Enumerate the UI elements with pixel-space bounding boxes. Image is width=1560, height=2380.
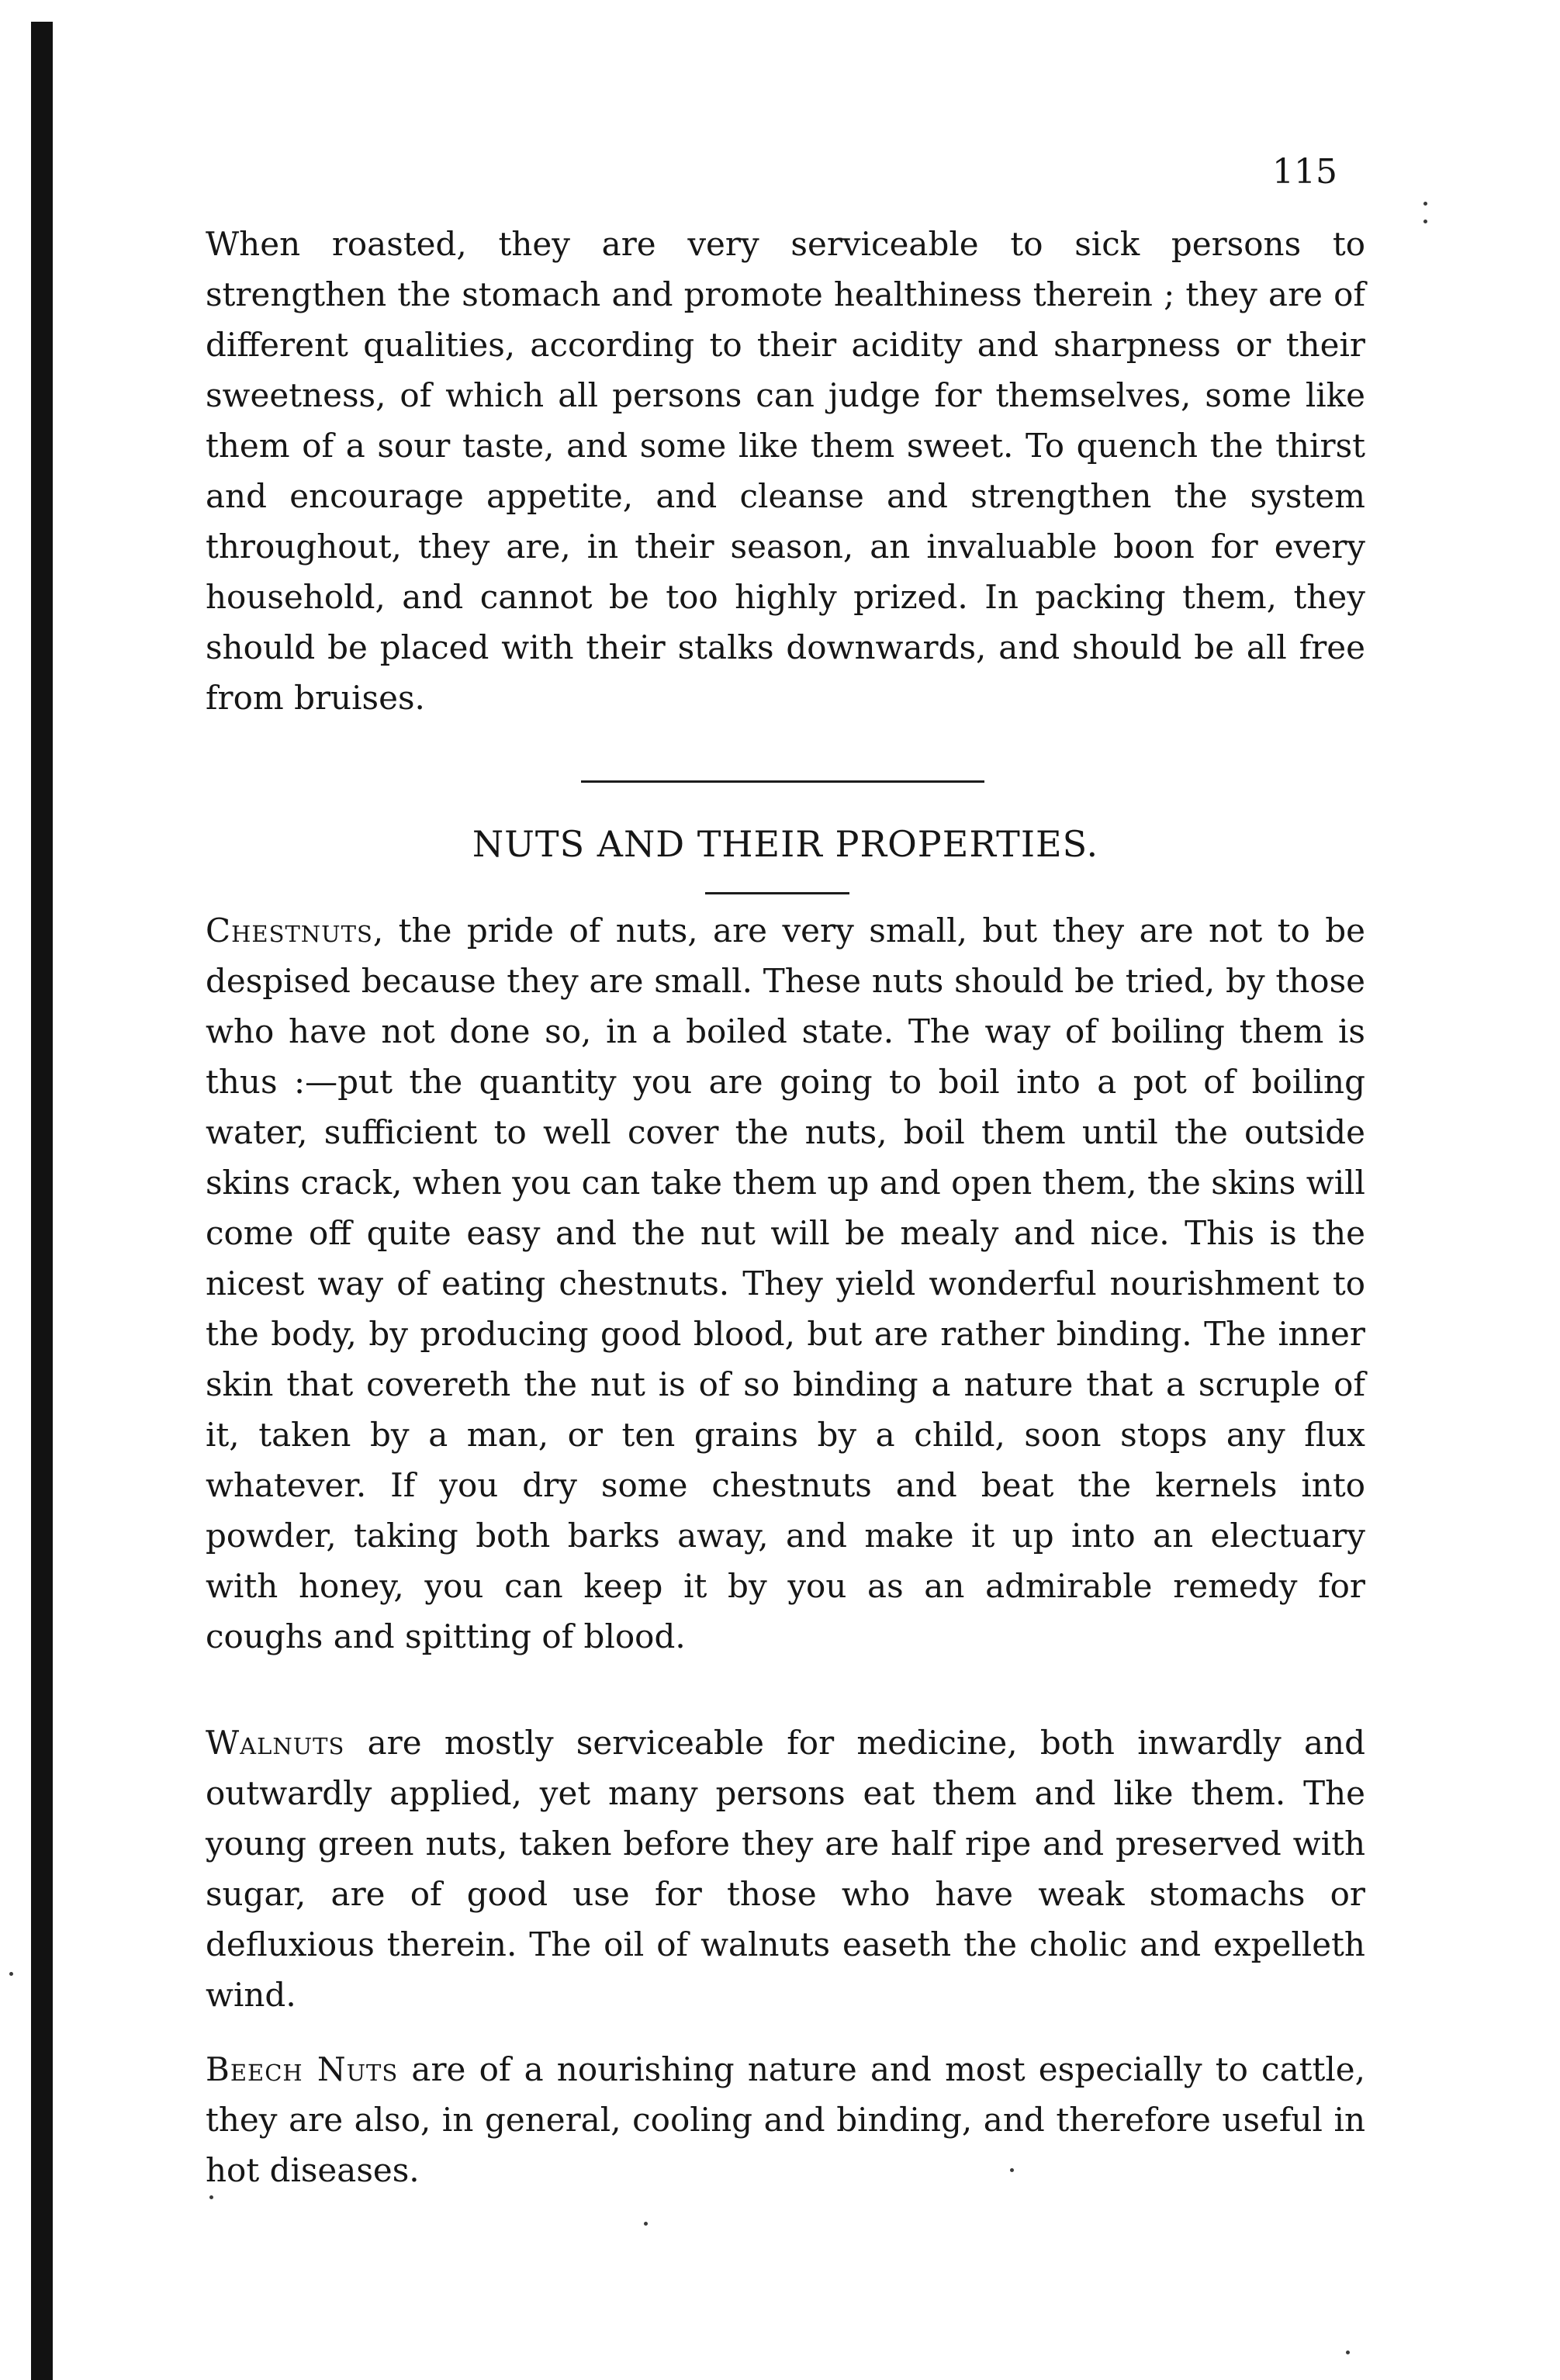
walnuts-paragraph <box>206 1718 1365 2020</box>
section-heading: NUTS AND THEIR PROPERTIES. <box>472 823 1099 865</box>
scan-speck <box>1346 2351 1350 2354</box>
chestnuts-body: , the pride of nuts, are very small, but they are not to be despised because they are small. These nuts should be tried, by those who have not done so, in a boiled state. The way of boiling them is thus :—put the quantity you are going to boil into a pot of boiling water, sufficient to well cover the nuts, boil them until the outside skins crack, when you can take them up and open them, the skins will come off quite easy and the nut will be mealy and nice. This is the nicest way of eating chestnuts. They yield wonderful nourishment to the body, by producing good blood, but are rather binding. The inner skin that covereth the nut is of so binding a nature that a scruple of it, taken by a man, or ten grains by a child, soon stops any flux whatever. If you dry some chestnuts and beat the kernels into powder, taking both barks away, and make it up into an electuary with honey, you can keep it by you as an admirable remedy for coughs and spitting of blood. <box>206 912 1365 1655</box>
beech-nuts-body: are of a nourishing nature and most especially to cattle, they are also, in general, cooling and binding, and therefore useful in hot diseases. <box>206 2050 1366 2189</box>
scan-speck <box>1423 220 1427 223</box>
section-divider-bottom <box>705 892 849 894</box>
scan-speck <box>644 2222 648 2226</box>
scan-speck <box>209 2195 213 2199</box>
beech-nuts-paragraph <box>206 2044 1365 2195</box>
section-divider-top <box>581 780 984 783</box>
walnuts-lead: Walnuts <box>206 1724 345 1762</box>
opening-paragraph <box>206 219 1365 723</box>
beech-nuts-text <box>206 2044 1365 2195</box>
opening-paragraph-text: When roasted, they are very serviceable to sick persons to strengthen the stomach and promote healthiness therein ; they are of different qualities, according to their acidity and sharpness or their sweetness, of which all persons can judge for themselves, some like them of a sour taste, and some like them sweet. To quench the thirst and encourage appetite, and cleanse and strengthen the system throughout, they are, in their season, an invaluable boon for every household, and cannot be too highly prized. In packing them, they should be placed with their stalks downwards, and should be all free from bruises. <box>206 225 1365 717</box>
walnuts-text <box>206 1718 1365 2020</box>
chestnuts-text <box>206 905 1365 1662</box>
walnuts-body: are mostly serviceable for medicine, both inwardly and outwardly applied, yet many persons eat them and like them. The young green nuts, taken before they are half ripe and preserved with sugar, are of good use for those who have weak stomachs or defluxious therein. The oil of walnuts easeth the cholic and expelleth wind. <box>206 1724 1365 2014</box>
scan-speck <box>9 1972 13 1976</box>
page-number: 115 <box>1272 152 1337 192</box>
chestnuts-paragraph <box>206 905 1365 1662</box>
chestnuts-lead: Chestnuts <box>206 912 373 950</box>
beech-nuts-lead: Beech Nuts <box>206 2050 399 2088</box>
scan-speck <box>1010 2168 1014 2172</box>
binding-edge <box>31 22 53 2380</box>
scan-speck <box>1423 202 1427 206</box>
